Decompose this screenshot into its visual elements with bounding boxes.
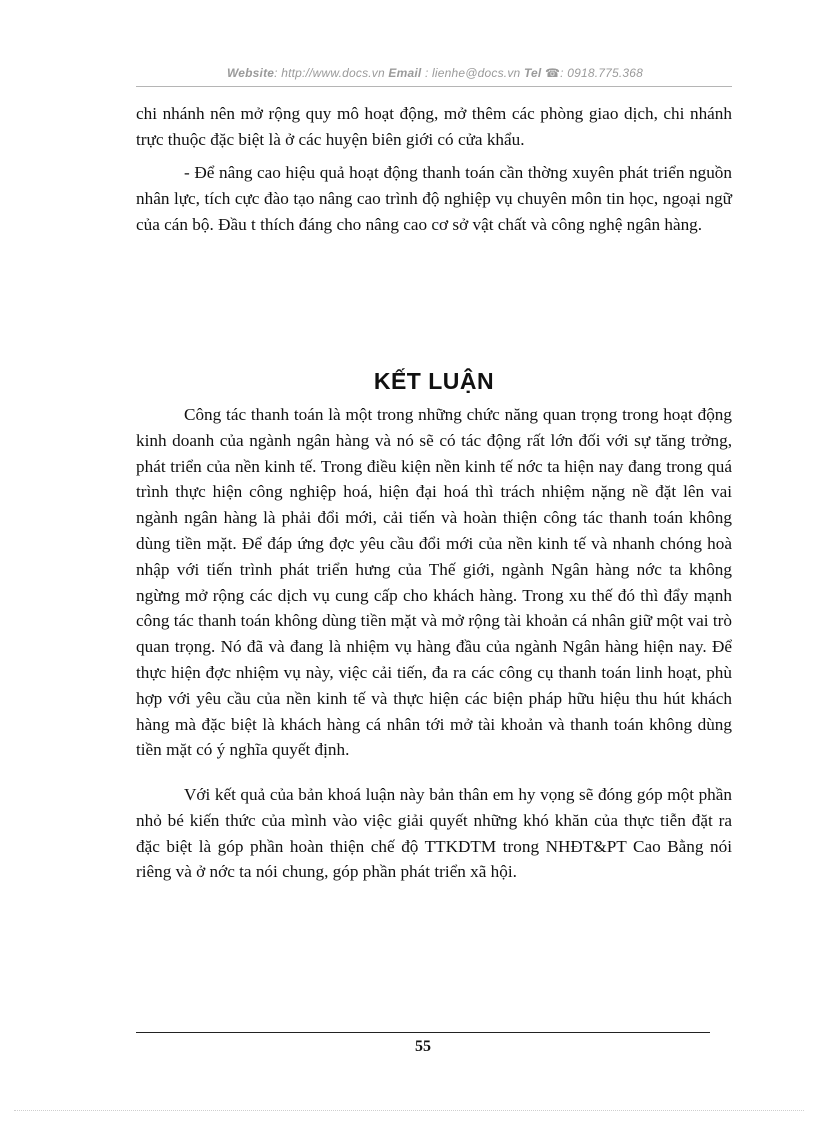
paragraph-text: Với kết quả của bản khoá luận này bản thân em hy vọng sẽ đóng góp một phần nhỏ bé kiến thức của mình vào việc giải quyết những khó khăn của thực tiễn đặt ra đặc biệt là góp phần hoàn thiện chế độ TTKDTM trong NHĐT&PT Cao Bằng nói riêng và ở nớc ta nói chung, góp phần phát triển xã hội. [136, 785, 732, 882]
email-label: Email [388, 66, 422, 80]
page-header [138, 66, 732, 80]
email-value: : lienhe@docs.vn [421, 66, 524, 80]
paragraph-recommendation [136, 160, 732, 237]
website-value: : http://www.docs.vn [274, 66, 389, 80]
paragraph-text: Công tác thanh toán là một trong những chức năng quan trọng trong hoạt động kinh doanh của ngành ngân hàng và nó sẽ có tác động rất lớn đối với sự tăng trởng, phát triển của nền kinh tế. Trong điều kiện nền kinh tế nớc ta hiện nay đang trong quá trình thực hiện công nghiệp hoá, hiện đại hoá thì trách nhiệm nặng nề đặt lên vai ngành ngân hàng là phải đổi mới, cải tiến và hoàn thiện công tác thanh toán không dùng tiền mặt. Để đáp ứng đợc yêu cầu đổi mới của nền kinh tế và nhanh chóng hoà nhập với tiến trình phát triển hưng của Thế giới, ngành Ngân hàng nớc ta không ngừng mở rộng các dịch vụ cung cấp cho khách hàng. Trong xu thế đó thì đẩy mạnh công tác thanh toán không dùng tiền mặt và mở rộng tài khoản cá nhân giữ một vai trò quan trọng. Nó đã và đang là nhiệm vụ hàng đầu của ngành Ngân hàng hiện nay. Để thực hiện đợc nhiệm vụ này, việc cải tiến, đa ra các công cụ thanh toán linh hoạt, phù hợp với yêu cầu của nền kinh tế và thực hiện các biện pháp hữu hiệu thu hút khách hàng mà đặc biệt là khách hàng cá nhân tới mở tài khoản và thanh toán không dùng tiền mặt có ý nghĩa quyết định. [136, 405, 732, 760]
header-divider [136, 86, 732, 87]
conclusion-paragraph-2 [136, 782, 732, 885]
section-heading: KẾT LUẬN [373, 368, 495, 394]
tel-value: ☎: 0918.775.368 [541, 66, 644, 80]
paragraph-continuation [136, 101, 732, 153]
page-number: 55 [415, 1038, 431, 1055]
conclusion-paragraph-1 [136, 402, 732, 763]
paragraph-text: chi nhánh nên mở rộng quy mô hoạt động, mở thêm các phòng giao dịch, chi nhánh trực thuộc đặc biệt là ở các huyện biên giới có cửa khẩu. [136, 104, 732, 149]
website-label: Website [226, 66, 275, 80]
footer-divider [136, 1032, 710, 1033]
page-bottom-border [14, 1110, 804, 1111]
tel-label: Tel [523, 66, 542, 80]
paragraph-text: - Để nâng cao hiệu quả hoạt động thanh toán cần thờng xuyên phát triển nguồn nhân lực, tích cực đào tạo nâng cao trình độ nghiệp vụ chuyên môn tin học, ngoại ngữ của cán bộ. Đầu t thích đáng cho nâng cao cơ sở vật chất và công nghệ ngân hàng. [136, 163, 732, 234]
